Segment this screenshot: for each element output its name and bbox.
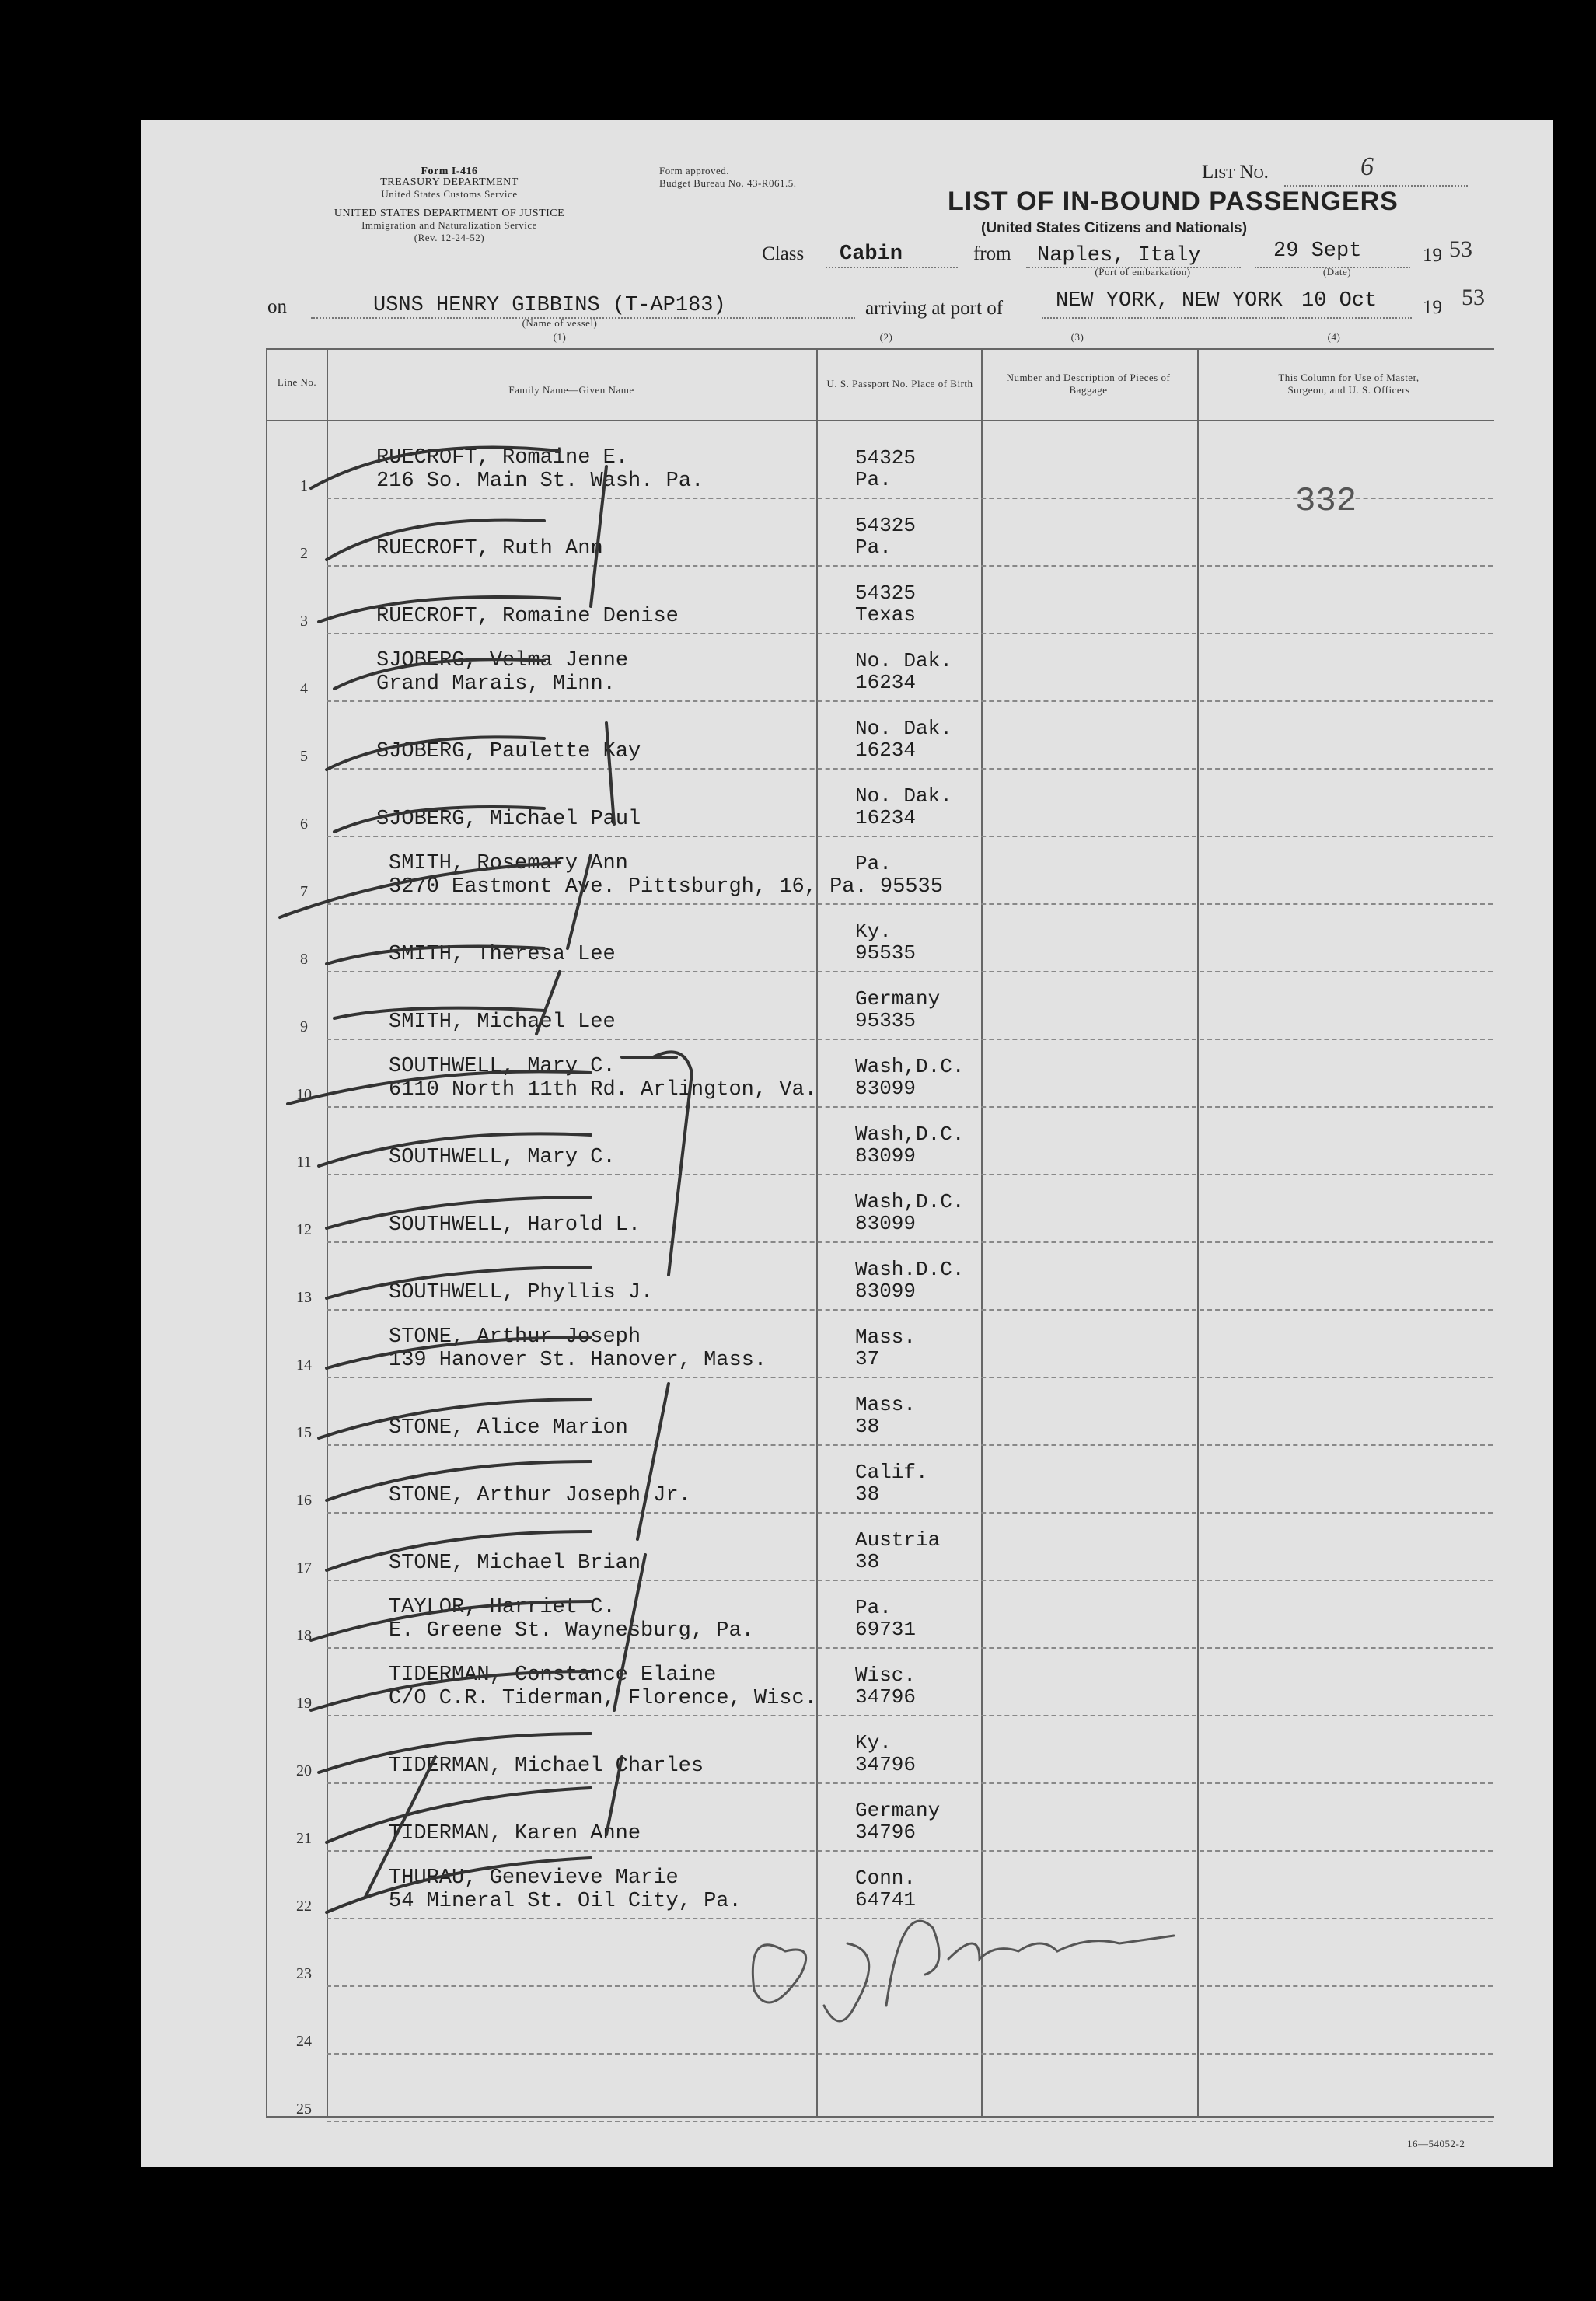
header-baggage: Number and Description of Pieces of Baggage bbox=[1006, 372, 1171, 396]
passport-line-2: 95335 bbox=[855, 1009, 917, 1032]
treasury-dept: TREASURY DEPARTMENT bbox=[380, 176, 519, 188]
passenger-name: STONE, Arthur Joseph bbox=[389, 1325, 641, 1349]
passport-line-1: Conn. bbox=[855, 1866, 917, 1890]
header-name: Family Name—Given Name bbox=[508, 384, 634, 396]
row-rule bbox=[327, 2121, 1493, 2122]
passport-line-1: Ky. bbox=[855, 1731, 892, 1755]
passenger-address: 54 Mineral St. Oil City, Pa. bbox=[389, 1890, 742, 1913]
header-passport: U. S. Passport No. Place of Birth bbox=[826, 378, 973, 389]
row-rule bbox=[327, 1580, 1493, 1581]
passport-line-2: 83099 bbox=[855, 1144, 917, 1168]
passenger-name: TIDERMAN, Constance Elaine bbox=[389, 1664, 717, 1687]
col4-number: (4) bbox=[1327, 331, 1341, 343]
row-line-number: 13 bbox=[296, 1289, 312, 1306]
passport-line-2: 16234 bbox=[855, 671, 917, 694]
passenger-name: SOUTHWELL, Mary C. bbox=[389, 1055, 616, 1078]
passport-line-2: Texas bbox=[855, 603, 917, 627]
row-rule bbox=[327, 1918, 1493, 1919]
row-rule bbox=[327, 1715, 1493, 1716]
passport-line-2: 38 bbox=[855, 1415, 880, 1438]
passport-line-2: 16234 bbox=[855, 738, 917, 762]
row-line-number: 4 bbox=[300, 680, 308, 697]
col-divider-name bbox=[816, 348, 818, 2118]
passenger-name: RUECROFT, Romaine E. bbox=[376, 446, 629, 470]
row-rule bbox=[327, 1647, 1493, 1649]
arriving-label: arriving at port of bbox=[865, 298, 1004, 319]
row-line-number: 1 bbox=[300, 477, 308, 494]
passport-line-1: Wisc. bbox=[855, 1664, 917, 1687]
table-top-border bbox=[266, 348, 1494, 350]
passport-line-1: Wash,D.C. bbox=[855, 1123, 965, 1146]
passenger-name: THURAU, Genevieve Marie bbox=[389, 1866, 679, 1890]
table-bottom-border bbox=[266, 2116, 1494, 2118]
passport-line-2: 83099 bbox=[855, 1077, 917, 1100]
passenger-name: TIDERMAN, Michael Charles bbox=[389, 1755, 704, 1778]
row-line-number: 16 bbox=[296, 1492, 312, 1509]
arrival-year-prefix: 19 bbox=[1423, 297, 1442, 318]
row-line-number: 2 bbox=[300, 545, 308, 562]
passport-line-1: Ky. bbox=[855, 920, 892, 943]
passport-line-2: 37 bbox=[855, 1347, 880, 1370]
customs-service: United States Customs Service bbox=[381, 188, 518, 200]
row-rule bbox=[327, 1106, 1493, 1108]
passenger-address: E. Greene St. Waynesburg, Pa. bbox=[389, 1619, 754, 1643]
row-rule bbox=[327, 1039, 1493, 1040]
row-rule bbox=[327, 903, 1493, 905]
row-rule bbox=[327, 768, 1493, 770]
passenger-address: 3270 Eastmont Ave. Pittsburgh, 16, Pa. 95535 bbox=[389, 875, 943, 899]
passenger-name: SJOBERG, Velma Jenne bbox=[376, 649, 629, 672]
arrival-port: NEW YORK, NEW YORK bbox=[1056, 289, 1283, 313]
col-divider-passport bbox=[981, 348, 983, 2118]
row-line-number: 8 bbox=[300, 951, 308, 968]
passport-line-1: Germany bbox=[855, 1799, 941, 1822]
arrival-year: 53 bbox=[1462, 285, 1485, 310]
row-rule bbox=[327, 633, 1493, 634]
passport-line-1: Germany bbox=[855, 987, 941, 1011]
row-line-number: 11 bbox=[296, 1154, 312, 1171]
row-line-number: 22 bbox=[296, 1898, 312, 1915]
passenger-address: 139 Hanover St. Hanover, Mass. bbox=[389, 1349, 767, 1372]
departure-year-prefix: 19 bbox=[1423, 245, 1442, 266]
row-line-number: 19 bbox=[296, 1695, 312, 1712]
passport-line-1: 54325 bbox=[855, 581, 917, 605]
passport-line-2: 38 bbox=[855, 1482, 880, 1506]
passport-line-1: Austria bbox=[855, 1528, 941, 1552]
form-approved: Form approved. bbox=[659, 165, 730, 176]
passport-line-1: 54325 bbox=[855, 514, 917, 537]
departure-date: 29 Sept bbox=[1273, 239, 1362, 263]
col2-number: (2) bbox=[879, 331, 893, 343]
row-line-number: 15 bbox=[296, 1424, 312, 1441]
row-line-number: 18 bbox=[296, 1627, 312, 1644]
row-rule bbox=[327, 1850, 1493, 1852]
passport-line-1: No. Dak. bbox=[855, 784, 952, 808]
col-divider-baggage bbox=[1197, 348, 1199, 2118]
passport-line-2: 34796 bbox=[855, 1821, 917, 1844]
passport-line-2: 16234 bbox=[855, 806, 917, 829]
passenger-name: STONE, Alice Marion bbox=[389, 1416, 628, 1440]
arrival-date: 10 Oct bbox=[1301, 289, 1378, 313]
passport-line-1: Calif. bbox=[855, 1461, 928, 1484]
row-line-number: 14 bbox=[296, 1357, 312, 1374]
row-rule bbox=[327, 1985, 1493, 1987]
arrival-line bbox=[1042, 317, 1412, 319]
passport-line-2: 38 bbox=[855, 1550, 880, 1573]
row-line-number: 10 bbox=[296, 1086, 312, 1103]
row-rule bbox=[327, 836, 1493, 837]
row-line-number: 5 bbox=[300, 748, 308, 765]
row-rule bbox=[327, 565, 1493, 567]
form-sheet bbox=[141, 120, 1553, 2167]
passenger-name: SMITH, Theresa Lee bbox=[389, 943, 616, 966]
passport-line-1: Wash,D.C. bbox=[855, 1190, 965, 1213]
on-label: on bbox=[267, 296, 287, 317]
row-rule bbox=[327, 1512, 1493, 1514]
passport-line-2: Pa. bbox=[855, 536, 892, 559]
passenger-name: SOUTHWELL, Harold L. bbox=[389, 1213, 641, 1237]
passport-line-2: 83099 bbox=[855, 1212, 917, 1235]
class-value: Cabin bbox=[840, 243, 903, 266]
row-line-number: 6 bbox=[300, 815, 308, 833]
passenger-name: SMITH, Michael Lee bbox=[389, 1011, 616, 1034]
row-line-number: 21 bbox=[296, 1830, 312, 1847]
passenger-name: SJOBERG, Michael Paul bbox=[376, 808, 641, 831]
port-caption: (Port of embarkation) bbox=[1095, 266, 1191, 278]
row-rule bbox=[327, 1309, 1493, 1311]
form-subtitle: (United States Citizens and Nationals) bbox=[981, 220, 1248, 236]
row-rule bbox=[327, 1377, 1493, 1378]
row-rule bbox=[327, 1444, 1493, 1446]
row-rule bbox=[327, 1174, 1493, 1175]
passenger-name: STONE, Arthur Joseph Jr. bbox=[389, 1484, 691, 1507]
passenger-address: C/O C.R. Tiderman, Florence, Wisc. bbox=[389, 1687, 817, 1710]
passenger-name: TAYLOR, Harriet C. bbox=[389, 1596, 616, 1619]
row-line-number: 9 bbox=[300, 1018, 308, 1035]
form-title: LIST OF IN-BOUND PASSENGERS bbox=[948, 187, 1399, 216]
passport-line-1: No. Dak. bbox=[855, 649, 952, 672]
passport-line-1: Pa. bbox=[855, 1596, 892, 1619]
row-rule bbox=[327, 971, 1493, 972]
passenger-name: RUECROFT, Ruth Ann bbox=[376, 537, 603, 560]
passenger-name: RUECROFT, Romaine Denise bbox=[376, 605, 679, 628]
embarkation-port: Naples, Italy bbox=[1037, 244, 1201, 267]
row-line-number: 7 bbox=[300, 883, 308, 900]
class-label: Class bbox=[762, 243, 805, 264]
passport-line-1: Mass. bbox=[855, 1325, 917, 1349]
row-line-number: 20 bbox=[296, 1762, 312, 1779]
passenger-name: SMITH, Rosemary Ann bbox=[389, 852, 628, 875]
passport-line-2: 69731 bbox=[855, 1618, 917, 1641]
passenger-name: SOUTHWELL, Mary C. bbox=[389, 1146, 616, 1169]
passport-line-2: 34796 bbox=[855, 1685, 917, 1709]
passenger-address: 216 So. Main St. Wash. Pa. bbox=[376, 470, 704, 493]
budget-bureau: Budget Bureau No. 43-R061.5. bbox=[659, 177, 797, 189]
from-label: from bbox=[973, 243, 1011, 264]
form-number: Form I-416 bbox=[421, 166, 478, 177]
footer-code: 16—54052-2 bbox=[1407, 2138, 1465, 2149]
row-line-number: 25 bbox=[296, 2100, 312, 2118]
date-caption: (Date) bbox=[1322, 266, 1352, 278]
row-rule bbox=[327, 700, 1493, 702]
row-line-number: 17 bbox=[296, 1559, 312, 1576]
col-divider-line-no bbox=[327, 348, 328, 2118]
row-rule bbox=[327, 2053, 1493, 2055]
class-line bbox=[826, 267, 958, 268]
passport-line-2: 34796 bbox=[855, 1753, 917, 1776]
passenger-name: SJOBERG, Paulette Kay bbox=[376, 740, 641, 763]
row-line-number: 24 bbox=[296, 2033, 312, 2050]
row-line-number: 12 bbox=[296, 1221, 312, 1238]
passenger-name: STONE, Michael Brian bbox=[389, 1552, 641, 1575]
passport-line-1: Pa. bbox=[855, 852, 892, 875]
col3-number: (3) bbox=[1070, 331, 1084, 343]
revision: (Rev. 12-24-52) bbox=[414, 232, 485, 243]
row-line-number: 3 bbox=[300, 613, 308, 630]
justice-dept: UNITED STATES DEPARTMENT OF JUSTICE bbox=[334, 208, 565, 219]
passport-line-1: Mass. bbox=[855, 1393, 917, 1416]
passport-line-2: 83099 bbox=[855, 1280, 917, 1303]
stamp-number: 332 bbox=[1295, 482, 1357, 521]
passport-line-1: Wash.D.C. bbox=[855, 1258, 965, 1281]
row-rule bbox=[327, 1241, 1493, 1243]
col1-number: (1) bbox=[553, 331, 567, 343]
passport-line-2: 64741 bbox=[855, 1888, 917, 1912]
row-line-number: 23 bbox=[296, 1965, 312, 1982]
table-left-border bbox=[266, 348, 267, 2118]
passport-line-1: No. Dak. bbox=[855, 717, 952, 740]
list-no-label: List No. bbox=[1202, 162, 1269, 183]
list-no-value: 6 bbox=[1360, 152, 1374, 181]
departure-year: 53 bbox=[1449, 236, 1472, 262]
passenger-name: TIDERMAN, Karen Anne bbox=[389, 1822, 641, 1845]
table-header-border bbox=[266, 420, 1494, 421]
row-rule bbox=[327, 1782, 1493, 1784]
header-officers: This Column for Use of Master, Surgeon, and U. S. Officers bbox=[1278, 372, 1420, 396]
vessel-caption: (Name of vessel) bbox=[522, 317, 598, 329]
passenger-address: 6110 North 11th Rd. Arlington, Va. bbox=[389, 1078, 817, 1102]
passenger-name: SOUTHWELL, Phyllis J. bbox=[389, 1281, 654, 1304]
ins-service: Immigration and Naturalization Service bbox=[361, 219, 537, 231]
header-line-no: Line No. bbox=[277, 376, 317, 388]
passport-line-2: 95535 bbox=[855, 941, 917, 965]
vessel-name: USNS HENRY GIBBINS (T-AP183) bbox=[373, 294, 726, 317]
passenger-address: Grand Marais, Minn. bbox=[376, 672, 616, 696]
passport-line-2: Pa. bbox=[855, 468, 892, 491]
passport-line-1: Wash,D.C. bbox=[855, 1055, 965, 1078]
passport-line-1: 54325 bbox=[855, 446, 917, 470]
